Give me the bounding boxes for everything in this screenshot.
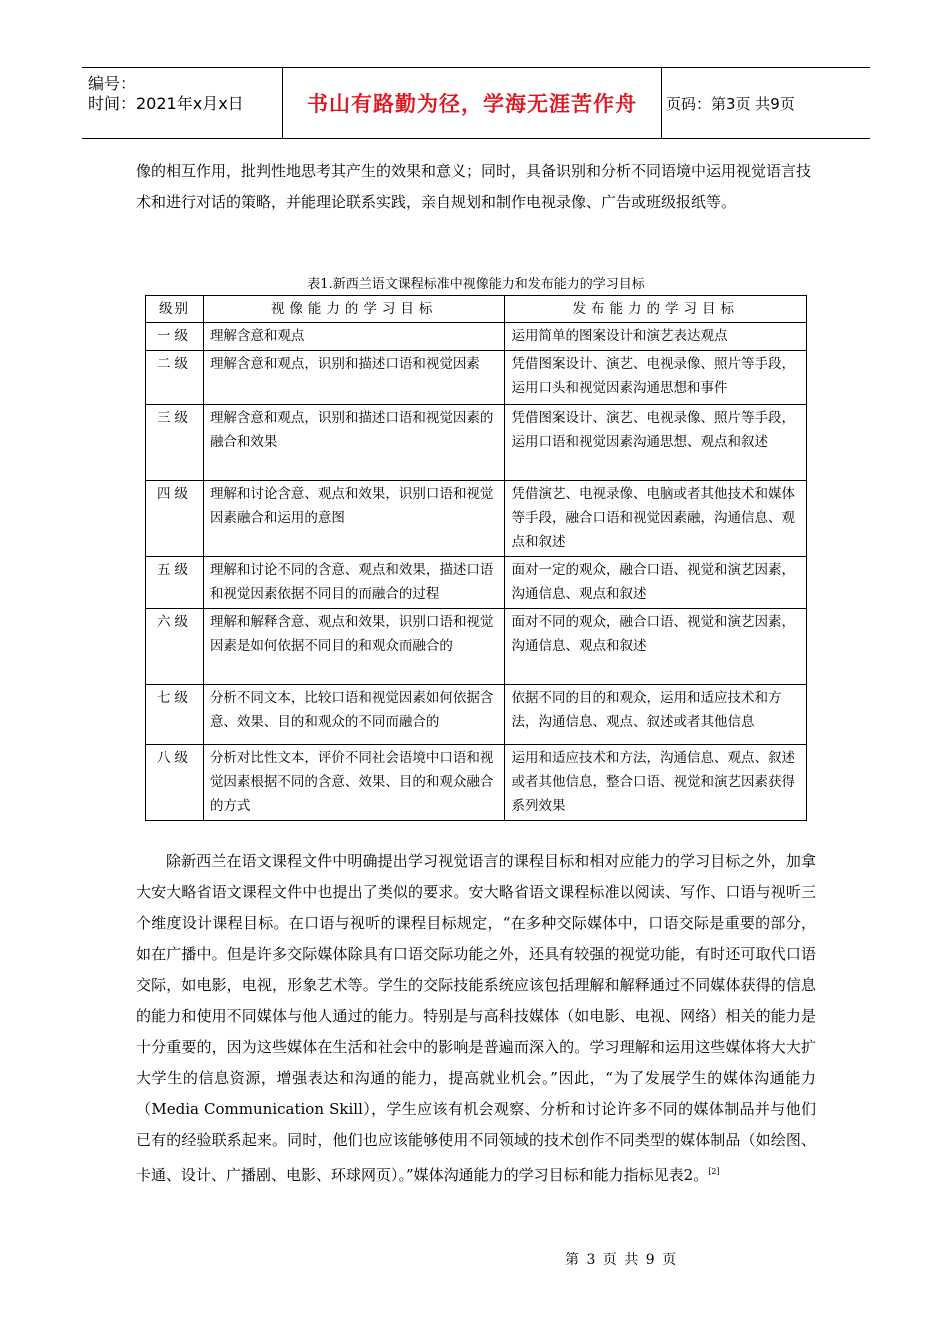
level-cell: 二级: [146, 351, 204, 405]
table-row: [146, 557, 807, 609]
viewing-cell: 理解和讨论含意、观点和效果，识别口语和视觉因素融合和运用的意图: [203, 481, 505, 557]
level-cell: 三级: [146, 405, 204, 481]
viewing-cell: 理解含意和观点，识别和描述口语和视觉因素的融合和效果: [203, 405, 505, 481]
number-label: 编号：: [88, 74, 137, 93]
viewing-cell: 理解含意和观点，识别和描述口语和视觉因素: [203, 351, 505, 405]
level-cell: 六级: [146, 609, 204, 685]
table-row: [146, 405, 807, 481]
header-presenting: 发布能力的学习目标: [505, 296, 807, 323]
table-caption: 表1.新西兰语文课程标准中视像能力和发布能力的学习目标: [307, 277, 645, 292]
presenting-cell: 运用和适应技术和方法，沟通信息、观点、叙述或者其他信息，整合口语、视觉和演艺因素获得系列效果: [505, 745, 807, 821]
presenting-cell: 凭借图案设计、演艺、电视录像、照片等手段，运用口语和视觉因素沟通思想、观点和叙述: [505, 405, 807, 481]
date-label: 时间：2021年x月x日: [88, 94, 244, 113]
viewing-cell: 分析不同文本，比较口语和视觉因素如何依据含意、效果、目的和观众的不同而融合的: [203, 685, 505, 745]
level-cell: 五级: [146, 557, 204, 609]
header-page-label: 页码：第3页 共9页: [666, 94, 795, 113]
level-cell: 四级: [146, 481, 204, 557]
presenting-cell: 面对不同的观众，融合口语、视觉和演艺因素，沟通信息、观点和叙述: [505, 609, 807, 685]
learning-goals-table: [145, 295, 807, 821]
presenting-cell: 面对一定的观众，融合口语、视觉和演艺因素，沟通信息、观点和叙述: [505, 557, 807, 609]
intro-paragraph: 像的相互作用，批判性地思考其产生的效果和意义；同时，具备识别和分析不同语境中运用视觉语言技术和进行对话的策略，并能理论联系实践，亲自规划和制作电视录像、广告或班级报纸等。: [136, 162, 812, 211]
citation-marker[interactable]: [2]: [708, 1167, 720, 1176]
table-row: [146, 481, 807, 557]
page-header: [82, 67, 870, 139]
level-cell: 七级: [146, 685, 204, 745]
body-text: 除新西兰在语文课程文件中明确提出学习视觉语言的课程目标和相对应能力的学习目标之外，加拿大安大略省语文课程文件中也提出了类似的要求。安大略省语文课程标准以阅读、写作、口语与视听三个维度设计课程目标。在口语与视听的课程目标规定，“在多种交际媒体中，口语交际是重要的部分，如在广播中。但是许多交际媒体除具有口语交际功能之外，还具有较强的视觉功能，有时还可取代口语交际，如电影，电视，形象艺术等。学生的交际技能系统应该包括理解和解释通过不同媒体获得的信息的能力和使用不同媒体与他人通过的能力。特别是与高科技媒体（如电影、电视、网络）相关的能力是十分重要的，因为这些媒体在生活和社会中的影响是普遍而深入的。学习理解和运用这些媒体将大大扩大学生的信息资源，增强表达和沟通的能力，提高就业机会。”因此，“为了发展学生的媒体沟通能力（Media Communication Skill），学生应该有机会观察、分析和讨论许多不同的媒体制品并与他们已有的经验联系起来。同时，他们也应该能够使用不同领域的技术创作不同类型的媒体制品（如绘图、卡通、设计、广播剧、电影、环球网页）。”媒体沟通能力的学习目标和能力指标见表2。: [136, 852, 816, 1184]
header-meta: [82, 68, 282, 138]
viewing-cell: 理解含意和观点: [203, 323, 505, 351]
level-cell: 一级: [146, 323, 204, 351]
presenting-cell: 凭借演艺、电视录像、电脑或者其他技术和媒体等手段，融合口语和视觉因素融，沟通信息、观点和叙述: [505, 481, 807, 557]
presenting-cell: 凭借图案设计、演艺、电视录像、照片等手段，运用口头和视觉因素沟通思想和事件: [505, 351, 807, 405]
header-motto: 书山有路勤为径，学海无涯苦作舟: [282, 68, 662, 138]
level-cell: 八级: [146, 745, 204, 821]
table-row: [146, 745, 807, 821]
table-row: [146, 351, 807, 405]
viewing-cell: 理解和解释含意、观点和效果，识别口语和视觉因素是如何依据不同目的和观众而融合的: [203, 609, 505, 685]
presenting-cell: 运用简单的图案设计和演艺表达观点: [505, 323, 807, 351]
presenting-cell: 依据不同的目的和观众，运用和适应技术和方法，沟通信息、观点、叙述或者其他信息: [505, 685, 807, 745]
viewing-cell: 分析对比性文本，评价不同社会语境中口语和视觉因素根据不同的含意、效果、目的和观众融合的方式: [203, 745, 505, 821]
header-level: 级别: [146, 296, 204, 323]
viewing-cell: 理解和讨论不同的含意、观点和效果，描述口语和视觉因素依据不同目的而融合的过程: [203, 557, 505, 609]
page-footer: 第 3 页 共 9 页: [565, 1252, 677, 1268]
header-viewing: 视像能力的学习目标: [203, 296, 505, 323]
table-row: [146, 609, 807, 685]
body-paragraph: [136, 846, 816, 1191]
table-row: [146, 323, 807, 351]
table-header-row: [146, 296, 807, 323]
table-row: [146, 685, 807, 745]
